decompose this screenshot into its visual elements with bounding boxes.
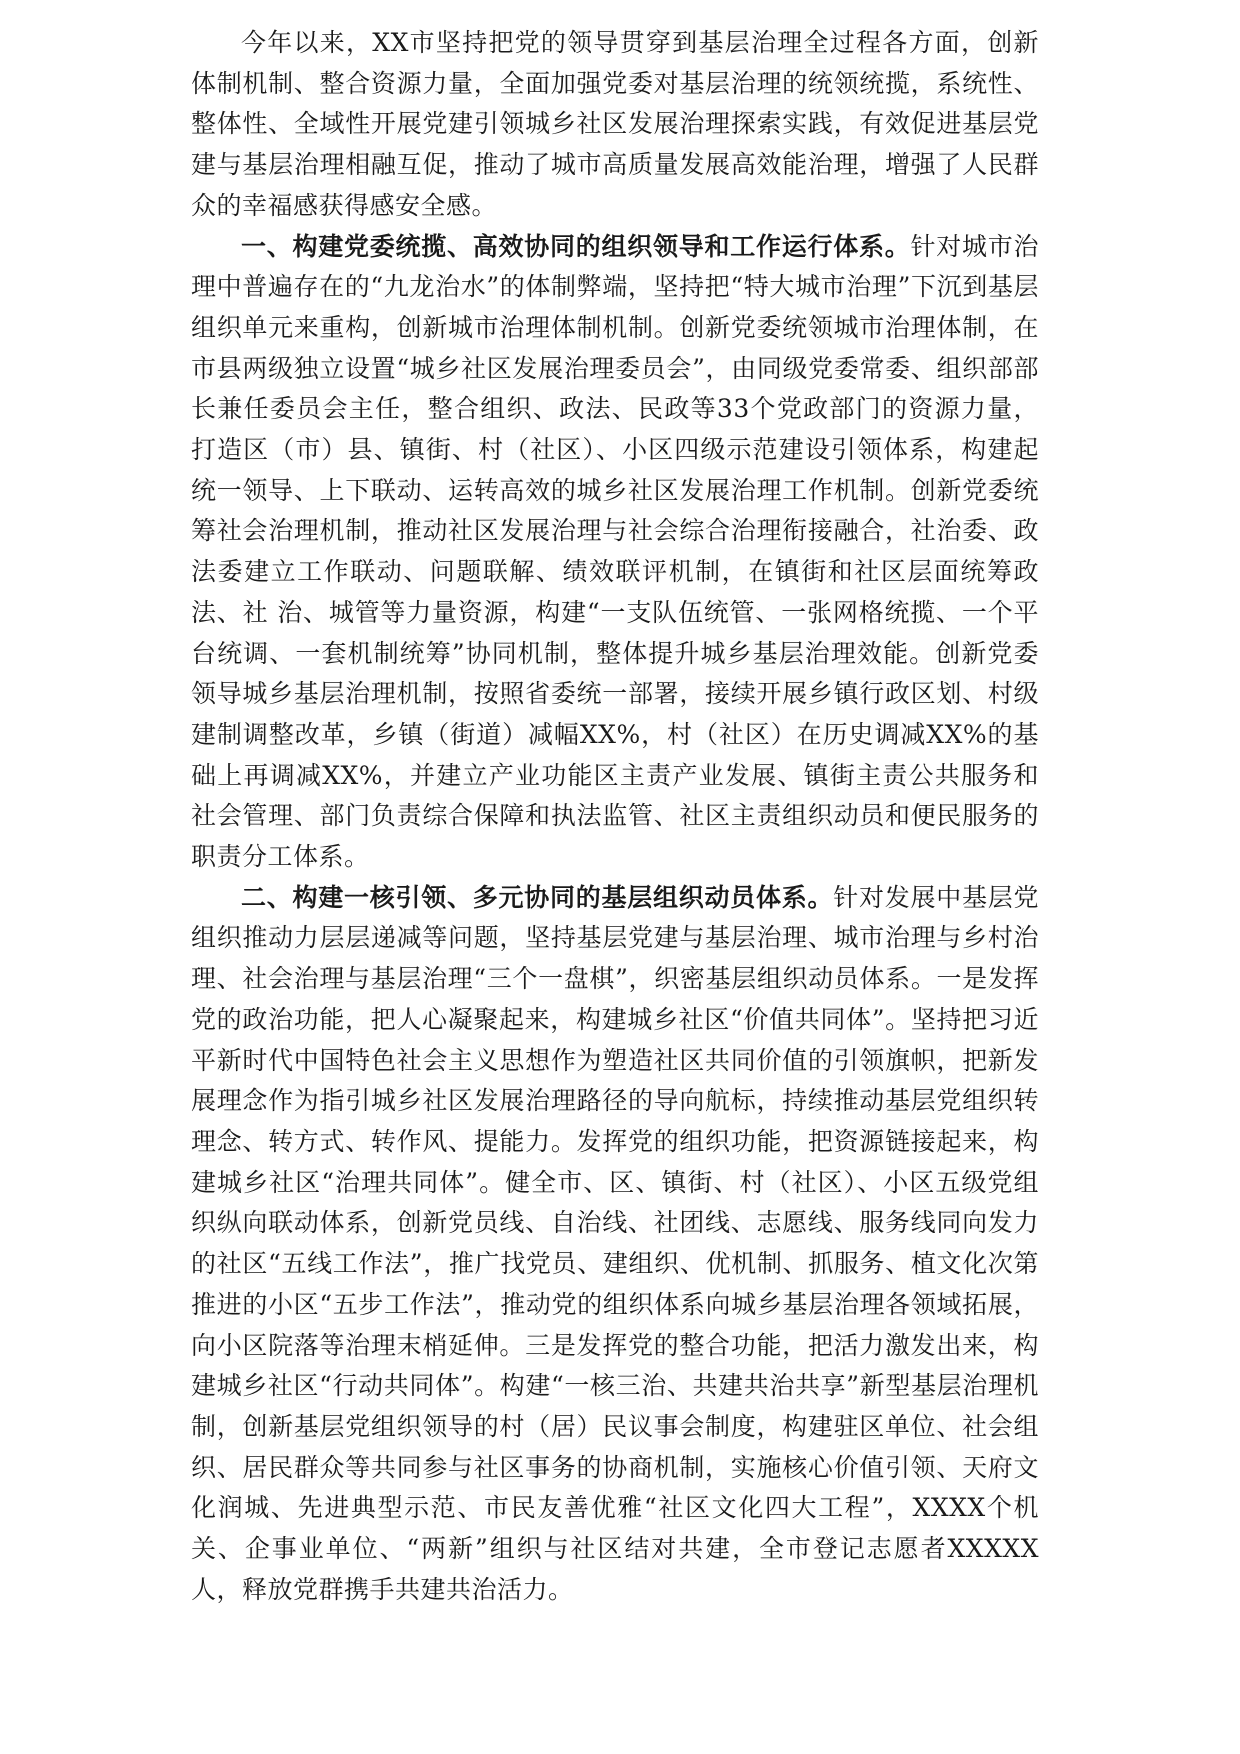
- section-1-body: 针对城市治理中普遍存在的“九龙治水”的体制弊端，坚持把“特大城市治理”下沉到基层组织单元来重构，创新城市治理体制机制。创新党委统领城市治理体制，在市县两级独立设置“城乡社区发展治理委员会”，由同级党委常委、组织部部长兼任委员会主任，整合组织、政法、民政等33个党政部门的资源力量，打造区（市）县、镇街、村（社区）、小区四级示范建设引领体系，构建起统一领导、上下联动、运转高效的城乡社区发展治理工作机制。创新党委统筹社会治理机制，推动社区发展治理与社会综合治理衔接融合，社治委、政法委建立工作联动、问题联解、绩效联评机制，在镇街和社区层面统筹政法、社 治、城管等力量资源，构建“一支队伍统管、一张网格统揽、一个平台统调、一套机制统筹”协同机制，整体提升城乡基层治理效能。创新党委领导城乡基层治理机制，按照省委统一部署，接续开展乡镇行政区划、村级建制调整改革，乡镇（街道）减幅XX%，村（社区）在历史调减XX%的基础上再调减XX%，并建立产业功能区主责产业发展、镇街主责公共服务和社会管理、部门负责综合保障和执法监管、社区主责组织动员和便民服务的职责分工体系。: [191, 231, 1039, 872]
- section-2-paragraph: [191, 878, 1039, 1611]
- section-2-heading: 二、构建一核引领、多元协同的基层组织动员体系。: [241, 882, 834, 912]
- intro-paragraph: 今年以来，XX市坚持把党的领导贯穿到基层治理全过程各方面，创新体制机制、整合资源力量，全面加强党委对基层治理的统领统揽，系统性、整体性、全域性开展党建引领城乡社区发展治理探索实践，有效促进基层党建与基层治理相融互促，推动了城市高质量发展高效能治理，增强了人民群众的幸福感获得感安全感。: [191, 28, 1039, 220]
- section-1-heading: 一、构建党委统揽、高效协同的组织领导和工作运行体系。: [241, 231, 911, 261]
- section-2-body: 针对发展中基层党组织推动力层层递减等问题，坚持基层党建与基层治理、城市治理与乡村治理、社会治理与基层治理“三个一盘棋”，织密基层组织动员体系。一是发挥党的政治功能，把人心凝聚起来，构建城乡社区“价值共同体”。坚持把习近平新时代中国特色社会主义思想作为塑造社区共同价值的引领旗帜，把新发展理念作为指引城乡社区发展治理路径的导向航标，持续推动基层党组织转理念、转方式、转作风、提能力。发挥党的组织功能，把资源链接起来，构建城乡社区“治理共同体”。健全市、区、镇街、村（社区）、小区五级党组织纵向联动体系，创新党员线、自治线、社团线、志愿线、服务线同向发力的社区“五线工作法”，推广找党员、建组织、优机制、抓服务、植文化次第推进的小区“五步工作法”，推动党的组织体系向城乡基层治理各领域拓展，向小区院落等治理末梢延伸。三是发挥党的整合功能，把活力激发出来，构建城乡社区“行动共同体”。构建“一核三治、共建共治共享”新型基层治理机制，创新基层党组织领导的村（居）民议事会制度，构建驻区单位、社会组织、居民群众等共同参与社区事务的协商机制，实施核心价值引领、天府文化润城、先进典型示范、市民友善优雅“社区文化四大工程”，XXXX个机关、企事业单位、“两新”组织与社区结对共建，全市登记志愿者XXXXX人，释放党群携手共建共治活力。: [191, 882, 1039, 1604]
- section-1-paragraph: [191, 227, 1039, 878]
- document-page: [191, 23, 1039, 1610]
